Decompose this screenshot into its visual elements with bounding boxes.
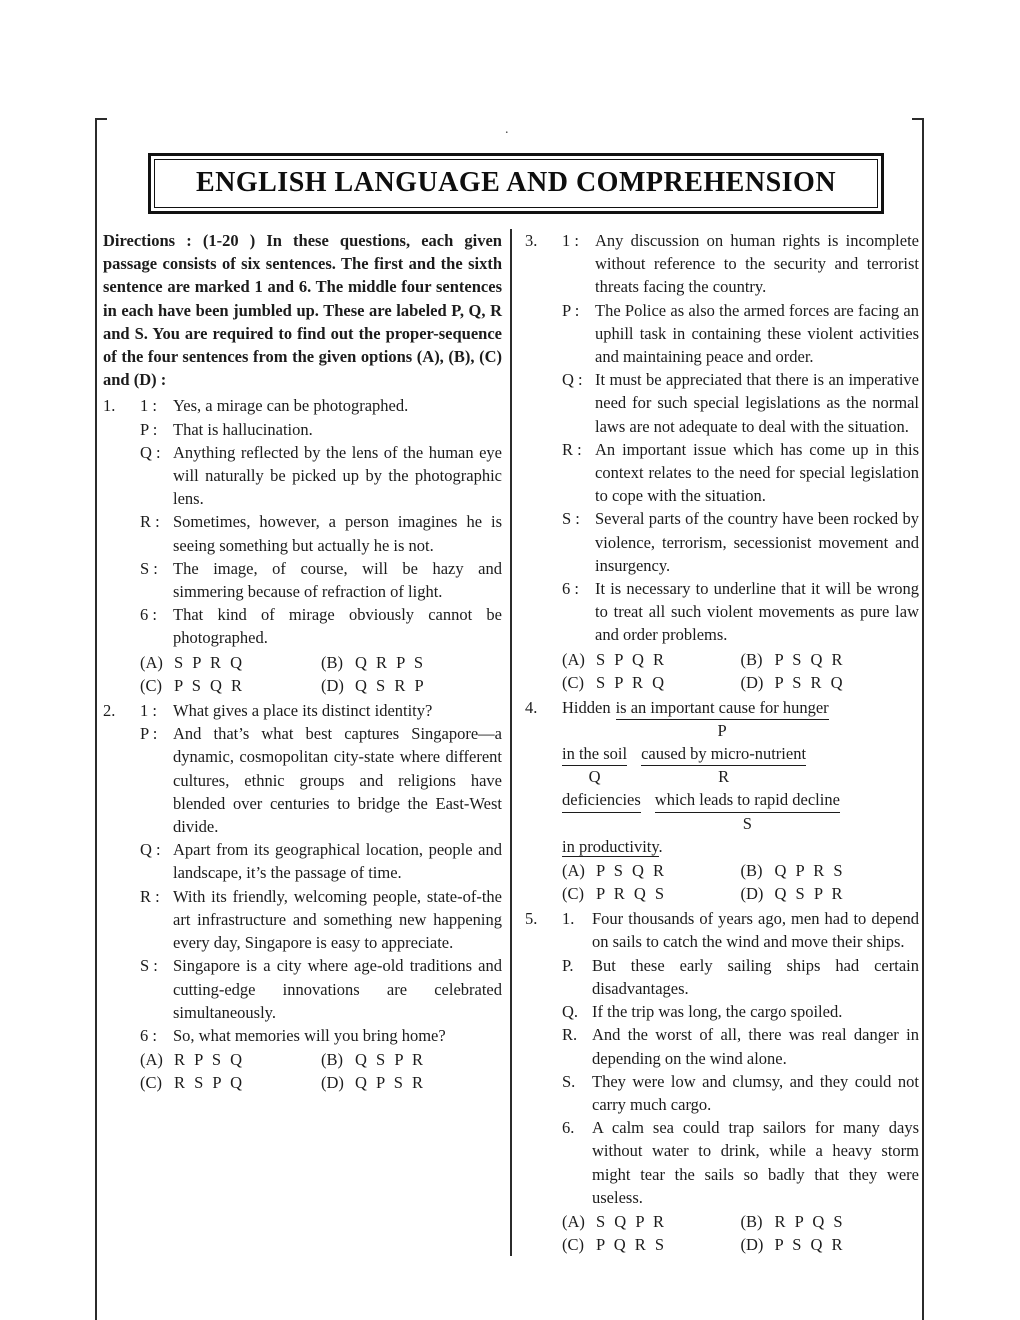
segment-s-label: S bbox=[742, 813, 752, 833]
sentence-label: Q : bbox=[140, 442, 161, 462]
jumbled-line-3 bbox=[562, 788, 919, 834]
sentence bbox=[140, 441, 502, 511]
option-d bbox=[741, 671, 920, 694]
sentence-text: The image, of course, will be hazy and simmering because of refraction of light. bbox=[173, 558, 502, 602]
option-label: (A) bbox=[140, 652, 163, 672]
option-a bbox=[140, 1048, 321, 1071]
title-box-inner bbox=[154, 159, 878, 208]
question-1 bbox=[103, 394, 502, 697]
page-title: ENGLISH LANGUAGE AND COMPREHENSION bbox=[195, 167, 837, 198]
sentence bbox=[140, 557, 502, 603]
sentence bbox=[562, 1000, 919, 1023]
sentence bbox=[562, 438, 919, 508]
segment-q-text: in the soil bbox=[562, 742, 627, 766]
sentence-label: P. bbox=[562, 955, 574, 975]
option-label: (D) bbox=[740, 672, 764, 692]
option-value: R S P Q bbox=[174, 1073, 245, 1093]
jumbled-intro-word: Hidden bbox=[562, 698, 611, 718]
sentence-text: Apart from its geographical location, people and landscape, it’s the passage of time. bbox=[173, 840, 502, 883]
option-label: (B) bbox=[321, 652, 343, 672]
segment-end-text: in productivity bbox=[562, 836, 659, 856]
option-value: R P Q S bbox=[774, 1211, 846, 1231]
question-4 bbox=[525, 696, 919, 905]
sentence-text: It must be appreciated that there is an imperative need for such special legislations as the normal laws are not adequate to deal with the situation. bbox=[595, 370, 919, 436]
jumbled-line-4 bbox=[562, 835, 919, 858]
option-label: (C) bbox=[140, 675, 162, 695]
sentence-label: P : bbox=[562, 300, 580, 320]
option-label: (D) bbox=[740, 1235, 764, 1255]
option-a bbox=[562, 648, 741, 671]
sentence bbox=[140, 699, 502, 722]
question-body bbox=[562, 229, 919, 694]
option-label: (D) bbox=[321, 675, 344, 695]
sentence-label: 6. bbox=[562, 1118, 575, 1138]
sentence-label: P : bbox=[140, 724, 158, 744]
sentence bbox=[140, 954, 502, 1024]
option-label: (B) bbox=[740, 1211, 763, 1231]
question-number: 3. bbox=[525, 231, 538, 250]
options bbox=[562, 1210, 919, 1256]
directions-text: Directions : (1-20 ) In these questions, each given passage consists of six sentences. The first and the sixth sentence are marked 1 and 6. The middle four sentences in each have been jumbled up. These are labeled P, Q, R and S. You are required to find out the proper-sequence of the four sentences from the given options (A), (B), (C) and (D) : bbox=[103, 231, 502, 390]
title-box bbox=[148, 153, 884, 214]
option-value: S P Q R bbox=[596, 649, 667, 669]
sentence-text: They were low and clumsy, and they could not carry much cargo. bbox=[592, 1071, 919, 1114]
segment-deficiencies bbox=[562, 788, 641, 812]
question-number: 5. bbox=[525, 909, 538, 929]
sentence-label: R. bbox=[562, 1025, 578, 1045]
option-value: P S Q R bbox=[596, 860, 667, 880]
sentence-label: 6 : bbox=[140, 1025, 157, 1045]
option-c bbox=[562, 1233, 741, 1256]
question-number: 1. bbox=[103, 396, 116, 416]
options bbox=[140, 651, 502, 697]
segment-q-label: Q bbox=[588, 767, 601, 787]
question-body bbox=[562, 907, 919, 1256]
sentence-text: An important issue which has come up in this context relates to the need for special legislation to cope with the situation. bbox=[595, 439, 919, 506]
option-value: Q P R S bbox=[774, 860, 846, 880]
segment-q bbox=[562, 742, 627, 788]
sentence bbox=[562, 907, 919, 953]
sentence-text: Four thousands of years ago, men had to depend on sails to catch the wind and move their ships. bbox=[592, 909, 919, 952]
segment-p-label: P bbox=[717, 721, 727, 741]
segment-deficiencies-text: deficiencies bbox=[562, 788, 641, 812]
option-label: (B) bbox=[740, 649, 763, 669]
option-value: P S R Q bbox=[774, 672, 846, 692]
question-number: 2. bbox=[103, 701, 116, 721]
sentence-text: That kind of mirage obviously cannot be photographed. bbox=[173, 605, 502, 648]
question-3 bbox=[525, 229, 919, 694]
options bbox=[562, 859, 919, 905]
option-label: (A) bbox=[562, 860, 585, 880]
option-a bbox=[562, 1210, 741, 1233]
option-d bbox=[741, 1233, 920, 1256]
option-label: (B) bbox=[740, 860, 763, 880]
option-c bbox=[140, 674, 321, 697]
column-left bbox=[103, 229, 510, 1256]
option-value: P Q R S bbox=[596, 1235, 667, 1255]
option-value: Q R P S bbox=[355, 652, 426, 672]
sentence-label: R : bbox=[562, 439, 582, 459]
jumbled-line-2 bbox=[562, 742, 919, 788]
page-border-top-left-tick bbox=[95, 118, 107, 120]
sentence bbox=[562, 1070, 919, 1116]
sentence bbox=[140, 603, 502, 649]
option-value: P S Q R bbox=[774, 649, 846, 669]
sentence-text: But these early sailing ships had certain disadvantages. bbox=[592, 955, 919, 998]
option-value: P R Q S bbox=[596, 884, 667, 904]
segment-p bbox=[616, 696, 829, 742]
option-value: P S Q R bbox=[174, 675, 245, 695]
option-b bbox=[321, 651, 502, 674]
page-border-top-right-tick bbox=[912, 118, 924, 120]
option-c bbox=[562, 882, 741, 905]
sentence-label: 1. bbox=[562, 909, 575, 929]
sentence-text: What gives a place its distinct identity? bbox=[173, 701, 433, 721]
option-value: P S Q R bbox=[774, 1235, 846, 1255]
sentence bbox=[140, 510, 502, 556]
sentence bbox=[562, 1023, 919, 1069]
sentence-text: It is necessary to underline that it will be wrong to treat all such violent movements as pure law and order problems. bbox=[595, 579, 919, 645]
option-value: Q S P R bbox=[774, 884, 846, 904]
option-label: (C) bbox=[562, 672, 584, 692]
sentence-label: 6 : bbox=[140, 605, 157, 625]
option-b bbox=[741, 1210, 920, 1233]
option-label: (C) bbox=[562, 1235, 584, 1255]
option-value: S P R Q bbox=[596, 672, 667, 692]
option-label: (B) bbox=[321, 1050, 343, 1070]
sentence-text: Anything reflected by the lens of the human eye will naturally be picked up by the photographic lens. bbox=[173, 442, 502, 509]
sentence bbox=[562, 1116, 919, 1209]
page-border-right bbox=[922, 118, 924, 1320]
option-value: S P R Q bbox=[174, 652, 245, 672]
question-body bbox=[140, 394, 502, 697]
sentence-label: S : bbox=[140, 558, 158, 578]
question-2 bbox=[103, 699, 502, 1094]
content bbox=[103, 229, 919, 1256]
sentence bbox=[140, 838, 502, 884]
sentence-text: And the worst of all, there was real danger in depending on the wind alone. bbox=[592, 1025, 919, 1068]
option-label: (A) bbox=[562, 1211, 585, 1231]
segment-s bbox=[655, 788, 840, 834]
sentence-label: 1 : bbox=[562, 231, 579, 250]
sentence bbox=[562, 368, 919, 438]
sentence bbox=[140, 1024, 502, 1047]
option-c bbox=[140, 1071, 321, 1094]
sentence bbox=[562, 229, 919, 299]
option-value: Q P S R bbox=[355, 1073, 426, 1093]
option-value: Q S R P bbox=[355, 675, 427, 695]
option-label: (D) bbox=[321, 1073, 344, 1093]
sentence-text: Singapore is a city where age-old traditions and cutting-edge innovations are celebrated simultaneously. bbox=[173, 956, 502, 1022]
question-body bbox=[562, 696, 919, 905]
sentence bbox=[140, 885, 502, 955]
sentence bbox=[562, 954, 919, 1000]
sentence-label: P : bbox=[140, 419, 158, 439]
question-number: 4. bbox=[525, 698, 538, 718]
segment-s-text: which leads to rapid decline bbox=[655, 788, 840, 812]
sentence-label: Q : bbox=[140, 840, 161, 860]
sentence-label: R : bbox=[140, 512, 160, 532]
sentence-label: 6 : bbox=[562, 579, 579, 599]
option-value: Q S P R bbox=[355, 1050, 426, 1070]
sentence-label: Q. bbox=[562, 1002, 579, 1022]
options bbox=[562, 648, 919, 694]
sentence-label: S. bbox=[562, 1071, 576, 1091]
sentence bbox=[562, 299, 919, 369]
question-body bbox=[140, 699, 502, 1094]
sentence bbox=[140, 418, 502, 441]
sentence-period: . bbox=[658, 836, 663, 856]
sentence-label: R : bbox=[140, 886, 160, 906]
sentence-text: Sometimes, however, a person imagines he is seeing something but actually he is not. bbox=[173, 512, 502, 555]
option-c bbox=[562, 671, 741, 694]
option-value: R P S Q bbox=[174, 1050, 245, 1070]
top-center-mark: . bbox=[505, 122, 509, 137]
sentence-label: S : bbox=[562, 509, 580, 529]
option-a bbox=[562, 859, 741, 882]
sentence-text: A calm sea could trap sailors for many days without water to drink, while a heavy storm might tear the sails so badly that they were useless. bbox=[592, 1118, 919, 1207]
sentence-text: With its friendly, welcoming people, state-of-the art infrastructure and something new happening every day, Singapore is easy to appreciate. bbox=[173, 886, 502, 953]
option-label: (C) bbox=[562, 884, 584, 904]
option-b bbox=[321, 1048, 502, 1071]
segment-r-text: caused by micro-nutrient bbox=[641, 742, 806, 766]
sentence-text: Any discussion on human rights is incomplete without reference to the security and terrorist threats facing the country. bbox=[595, 231, 919, 297]
sentence bbox=[140, 394, 502, 417]
option-label: (C) bbox=[140, 1073, 162, 1093]
sentence-text: Several parts of the country have been rocked by violence, terrorism, secessionist movement and insurgency. bbox=[595, 509, 919, 575]
sentence bbox=[562, 577, 919, 647]
sentence-label: Q : bbox=[562, 370, 583, 390]
sentence-label: 1 : bbox=[140, 701, 157, 721]
option-label: (D) bbox=[740, 884, 764, 904]
sentence-text: Yes, a mirage can be photographed. bbox=[173, 396, 409, 416]
option-b bbox=[741, 648, 920, 671]
option-b bbox=[741, 859, 920, 882]
segment-r bbox=[641, 742, 806, 788]
segment-p-text: is an important cause for hunger bbox=[616, 696, 829, 720]
sentence-text: The Police as also the armed forces are facing an uphill task in containing these violent activities and maintaining peace and order. bbox=[595, 300, 919, 367]
column-right bbox=[510, 229, 919, 1256]
sentence-label: S : bbox=[140, 956, 158, 976]
option-d bbox=[741, 882, 920, 905]
option-d bbox=[321, 1071, 502, 1094]
option-d bbox=[321, 674, 502, 697]
option-value: S Q P R bbox=[596, 1211, 667, 1231]
sentence-text: That is hallucination. bbox=[173, 419, 313, 439]
sentence-label: 1 : bbox=[140, 396, 157, 416]
sentence-text: So, what memories will you bring home? bbox=[173, 1025, 446, 1045]
sentence-text: If the trip was long, the cargo spoiled. bbox=[592, 1002, 843, 1022]
sentence bbox=[140, 722, 502, 838]
option-label: (A) bbox=[562, 649, 585, 669]
segment-r-label: R bbox=[718, 767, 730, 787]
jumbled-line-1 bbox=[562, 696, 919, 742]
option-a bbox=[140, 651, 321, 674]
options bbox=[140, 1048, 502, 1094]
page-border-left bbox=[95, 118, 97, 1320]
question-5 bbox=[525, 907, 919, 1256]
sentence bbox=[562, 507, 919, 577]
option-label: (A) bbox=[140, 1050, 163, 1070]
sentence-text: And that’s what best captures Singapore—a dynamic, cosmopolitan city-state where different cultures, ethnic groups and religions have blended over centuries to bridge the East-West divide. bbox=[173, 724, 502, 837]
